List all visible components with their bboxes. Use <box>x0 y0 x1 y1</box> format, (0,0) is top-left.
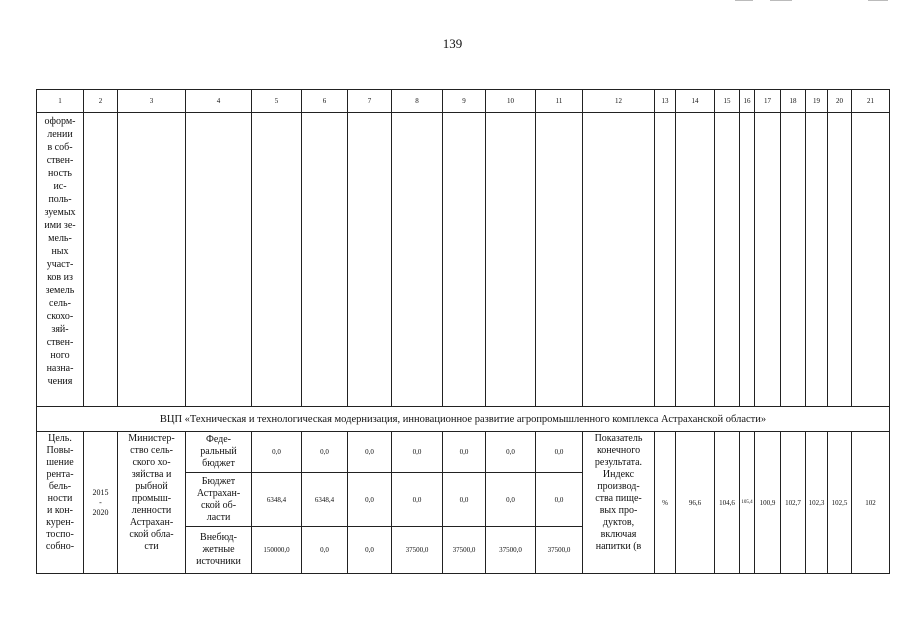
continuation-cell <box>37 113 84 407</box>
column-number: 8 <box>392 90 443 113</box>
indicator-value: 102,5 <box>828 432 852 574</box>
funding-value: 0,0 <box>486 432 536 473</box>
empty-cell <box>852 113 890 407</box>
funding-value: 0,0 <box>348 527 392 574</box>
empty-cell <box>828 113 852 407</box>
goal-cell: Цель. Повы- шение рента- бель- ности и кон- курен- тоспо- собно- <box>37 432 84 574</box>
indicator-value: 102 <box>852 432 890 574</box>
section-title: ВЦП «Техническая и технологическая модернизация, инновационное развитие агропромышленного комплекса Астраханской области» <box>37 407 890 432</box>
column-number: 1 <box>37 90 84 113</box>
empty-cell <box>443 113 486 407</box>
funding-value: 37500,0 <box>392 527 443 574</box>
column-number: 15 <box>715 90 740 113</box>
indicator-value: 102,3 <box>806 432 828 574</box>
funding-value: 37500,0 <box>536 527 583 574</box>
funding-value: 150000,0 <box>252 527 302 574</box>
column-number: 12 <box>583 90 655 113</box>
scan-artifact <box>735 0 753 1</box>
indicator-cell: Показатель конечного результата. Индекс производ- ства пище- вых про- дуктов, включая напитки (в <box>583 432 655 574</box>
funding-value: 0,0 <box>302 432 348 473</box>
unit-cell: % <box>655 432 676 574</box>
funding-value: 0,0 <box>348 432 392 473</box>
funding-value: 0,0 <box>536 473 583 527</box>
years-cell: 2015 - 2020 <box>84 432 118 574</box>
funding-value: 0,0 <box>302 527 348 574</box>
empty-cell <box>755 113 781 407</box>
empty-cell <box>348 113 392 407</box>
column-number: 21 <box>852 90 890 113</box>
continuation-text: оформ- лении в соб- ствен- ность ис- поль- зуемых ими зе- мель- ных участ- ков из земель сель- скохо- зяй- ствен- ного назна- чения <box>44 116 76 387</box>
empty-cell <box>676 113 715 407</box>
column-number: 17 <box>755 90 781 113</box>
funding-value: 6348,4 <box>252 473 302 527</box>
indicator-value: 100,9 <box>755 432 781 574</box>
column-number: 2 <box>84 90 118 113</box>
empty-cell <box>186 113 252 407</box>
empty-cell <box>392 113 443 407</box>
column-number: 4 <box>186 90 252 113</box>
indicator-value: 105,4 <box>740 432 755 574</box>
funding-value: 37500,0 <box>486 527 536 574</box>
empty-cell <box>715 113 740 407</box>
page-number: 139 <box>442 36 463 51</box>
section-row <box>37 407 890 432</box>
empty-cell <box>583 113 655 407</box>
empty-cell <box>781 113 806 407</box>
program-table <box>36 89 890 574</box>
indicator-value: 104,6 <box>715 432 740 574</box>
funding-source: Бюджет Астрахан- ской об- ласти <box>186 473 252 527</box>
funding-value: 37500,0 <box>443 527 486 574</box>
column-number: 14 <box>676 90 715 113</box>
column-number: 19 <box>806 90 828 113</box>
funding-value: 0,0 <box>392 473 443 527</box>
column-number: 10 <box>486 90 536 113</box>
empty-cell <box>118 113 186 407</box>
scan-artifact <box>868 0 888 1</box>
funding-value: 0,0 <box>443 473 486 527</box>
indicator-value: 102,7 <box>781 432 806 574</box>
empty-cell <box>252 113 302 407</box>
empty-cell <box>536 113 583 407</box>
empty-cell <box>84 113 118 407</box>
column-number: 13 <box>655 90 676 113</box>
empty-cell <box>740 113 755 407</box>
column-number: 3 <box>118 90 186 113</box>
column-number: 11 <box>536 90 583 113</box>
funding-value: 0,0 <box>536 432 583 473</box>
empty-cell <box>486 113 536 407</box>
executor-cell: Министер- ство сель- ского хо- зяйства и рыбной промыш- ленности Астрахан- ской обла- сти <box>118 432 186 574</box>
empty-cell <box>655 113 676 407</box>
funding-value: 0,0 <box>348 473 392 527</box>
funding-row-federal <box>37 432 890 473</box>
column-number: 7 <box>348 90 392 113</box>
column-number: 16 <box>740 90 755 113</box>
empty-cell <box>806 113 828 407</box>
funding-value: 0,0 <box>252 432 302 473</box>
indicator-value: 96,6 <box>676 432 715 574</box>
empty-cell <box>302 113 348 407</box>
column-number: 20 <box>828 90 852 113</box>
continuation-row <box>37 113 890 407</box>
funding-value: 0,0 <box>392 432 443 473</box>
scan-artifact <box>770 0 792 1</box>
column-number: 6 <box>302 90 348 113</box>
funding-value: 0,0 <box>443 432 486 473</box>
funding-source: Феде- ральный бюджет <box>186 432 252 473</box>
column-number: 9 <box>443 90 486 113</box>
column-number-row <box>37 90 890 113</box>
funding-value: 0,0 <box>486 473 536 527</box>
column-number: 18 <box>781 90 806 113</box>
funding-source: Внебюд- жетные источники <box>186 527 252 574</box>
column-number: 5 <box>252 90 302 113</box>
funding-value: 6348,4 <box>302 473 348 527</box>
